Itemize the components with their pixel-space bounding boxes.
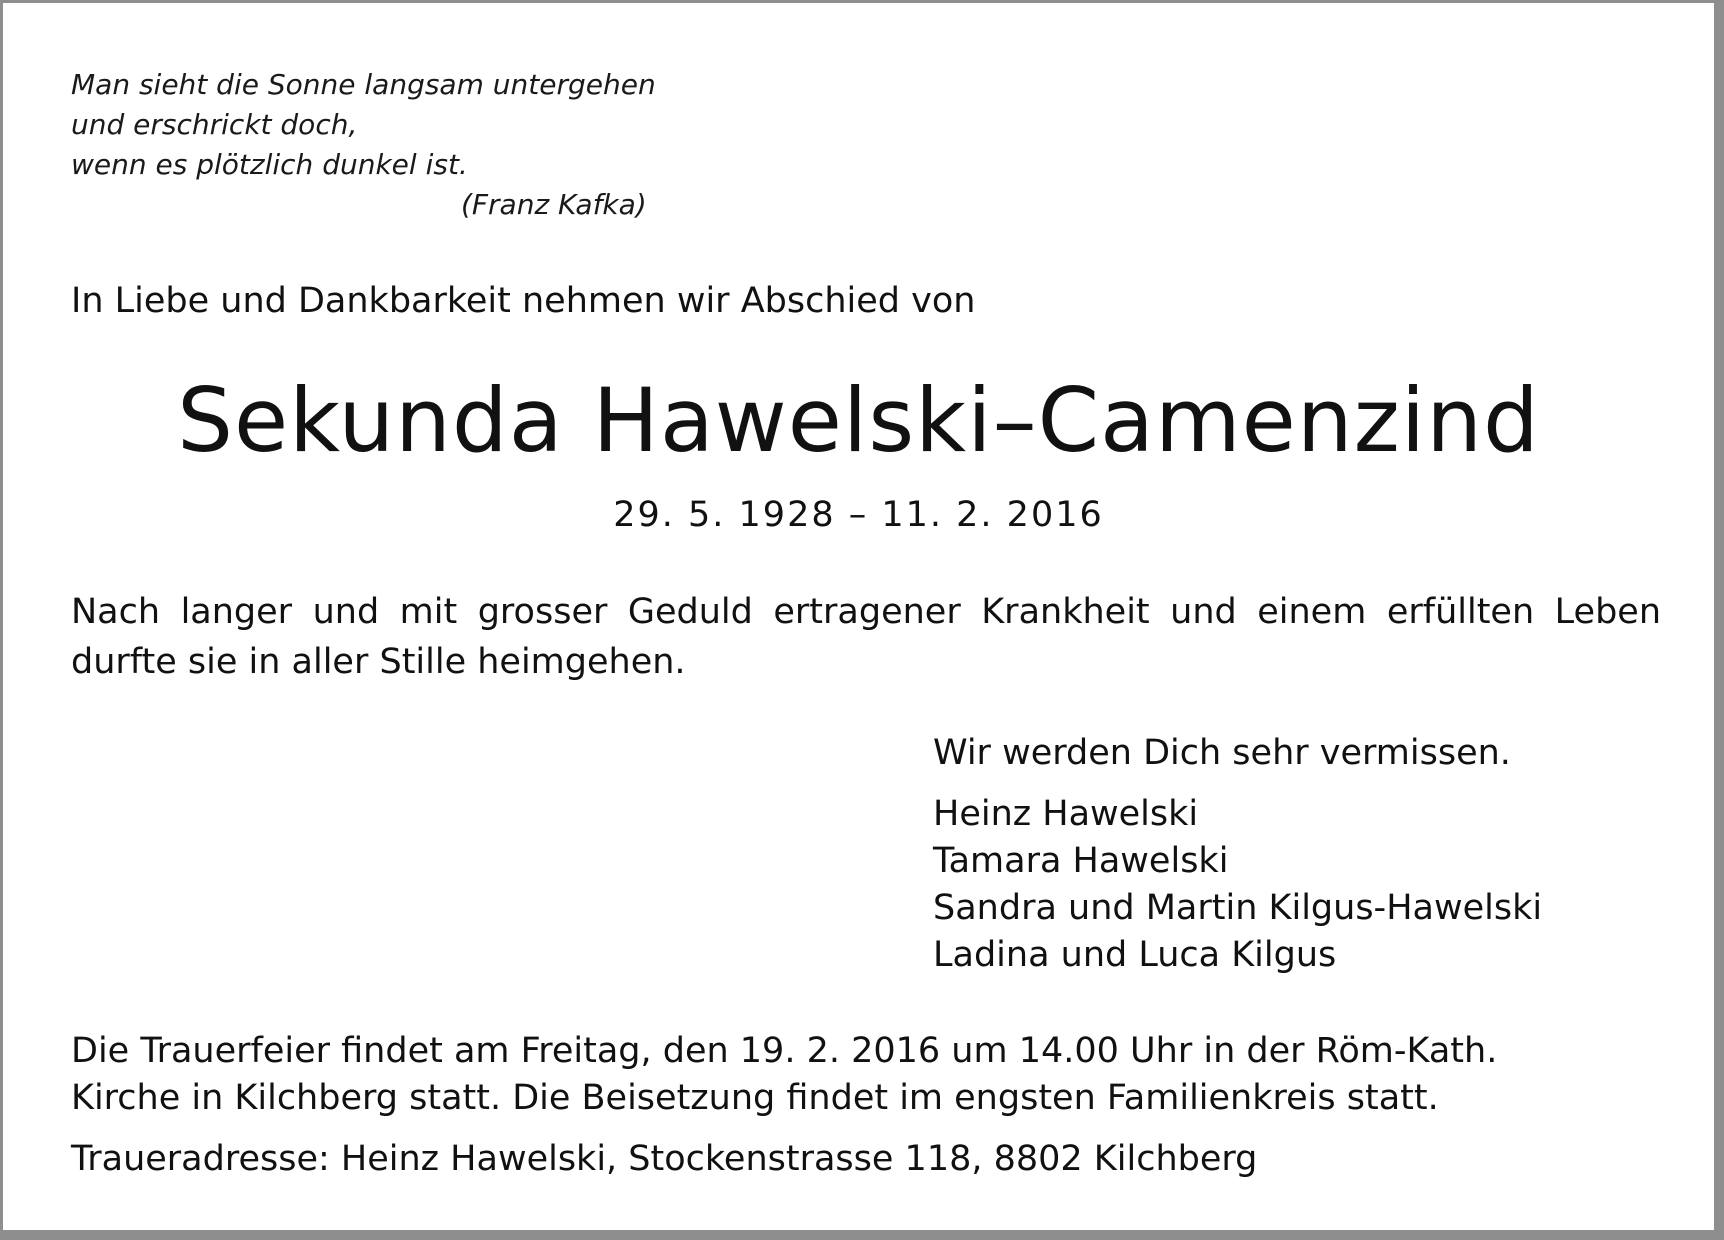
mourner-name: Tamara Hawelski bbox=[933, 841, 1229, 881]
obituary-card bbox=[3, 3, 1714, 1230]
message-line: durfte sie in aller Stille heimgehen. bbox=[71, 642, 686, 682]
life-dates: 29. 5. 1928 – 11. 2. 2016 bbox=[613, 495, 1104, 535]
mourner-name: Ladina und Luca Kilgus bbox=[933, 935, 1337, 975]
quote-line: Man sieht die Sonne langsam untergehen bbox=[71, 68, 656, 101]
signoff-text: Wir werden Dich sehr vermissen. bbox=[933, 733, 1511, 773]
message-paragraph bbox=[71, 587, 1661, 687]
mourner-list bbox=[933, 791, 1542, 979]
funeral-line: Die Trauerfeier findet am Freitag, den 19. 2. 2016 um 14.00 Uhr in der Röm-Kath. bbox=[71, 1031, 1498, 1071]
kafka-quote bbox=[71, 65, 656, 225]
deceased-name: Sekunda Hawelski–Camenzind bbox=[177, 369, 1540, 472]
funeral-line: Kirche in Kilchberg statt. Die Beisetzung findet im engsten Familienkreis statt. bbox=[71, 1078, 1439, 1118]
mourning-address: Traueradresse: Heinz Hawelski, Stockenstrasse 118, 8802 Kilchberg bbox=[71, 1139, 1258, 1179]
intro-text: In Liebe und Dankbarkeit nehmen wir Abschied von bbox=[71, 281, 976, 321]
funeral-info bbox=[71, 1028, 1497, 1122]
quote-author: (Franz Kafka) bbox=[461, 188, 647, 221]
quote-line: und erschrickt doch, bbox=[71, 108, 358, 141]
quote-line: wenn es plötzlich dunkel ist. bbox=[71, 148, 468, 181]
mourner-name: Heinz Hawelski bbox=[933, 794, 1199, 834]
mourner-name: Sandra und Martin Kilgus-Hawelski bbox=[933, 888, 1543, 928]
message-line: Nach langer und mit grosser Geduld ertragener Krankheit und einem erfüllten Leben bbox=[71, 592, 1661, 632]
